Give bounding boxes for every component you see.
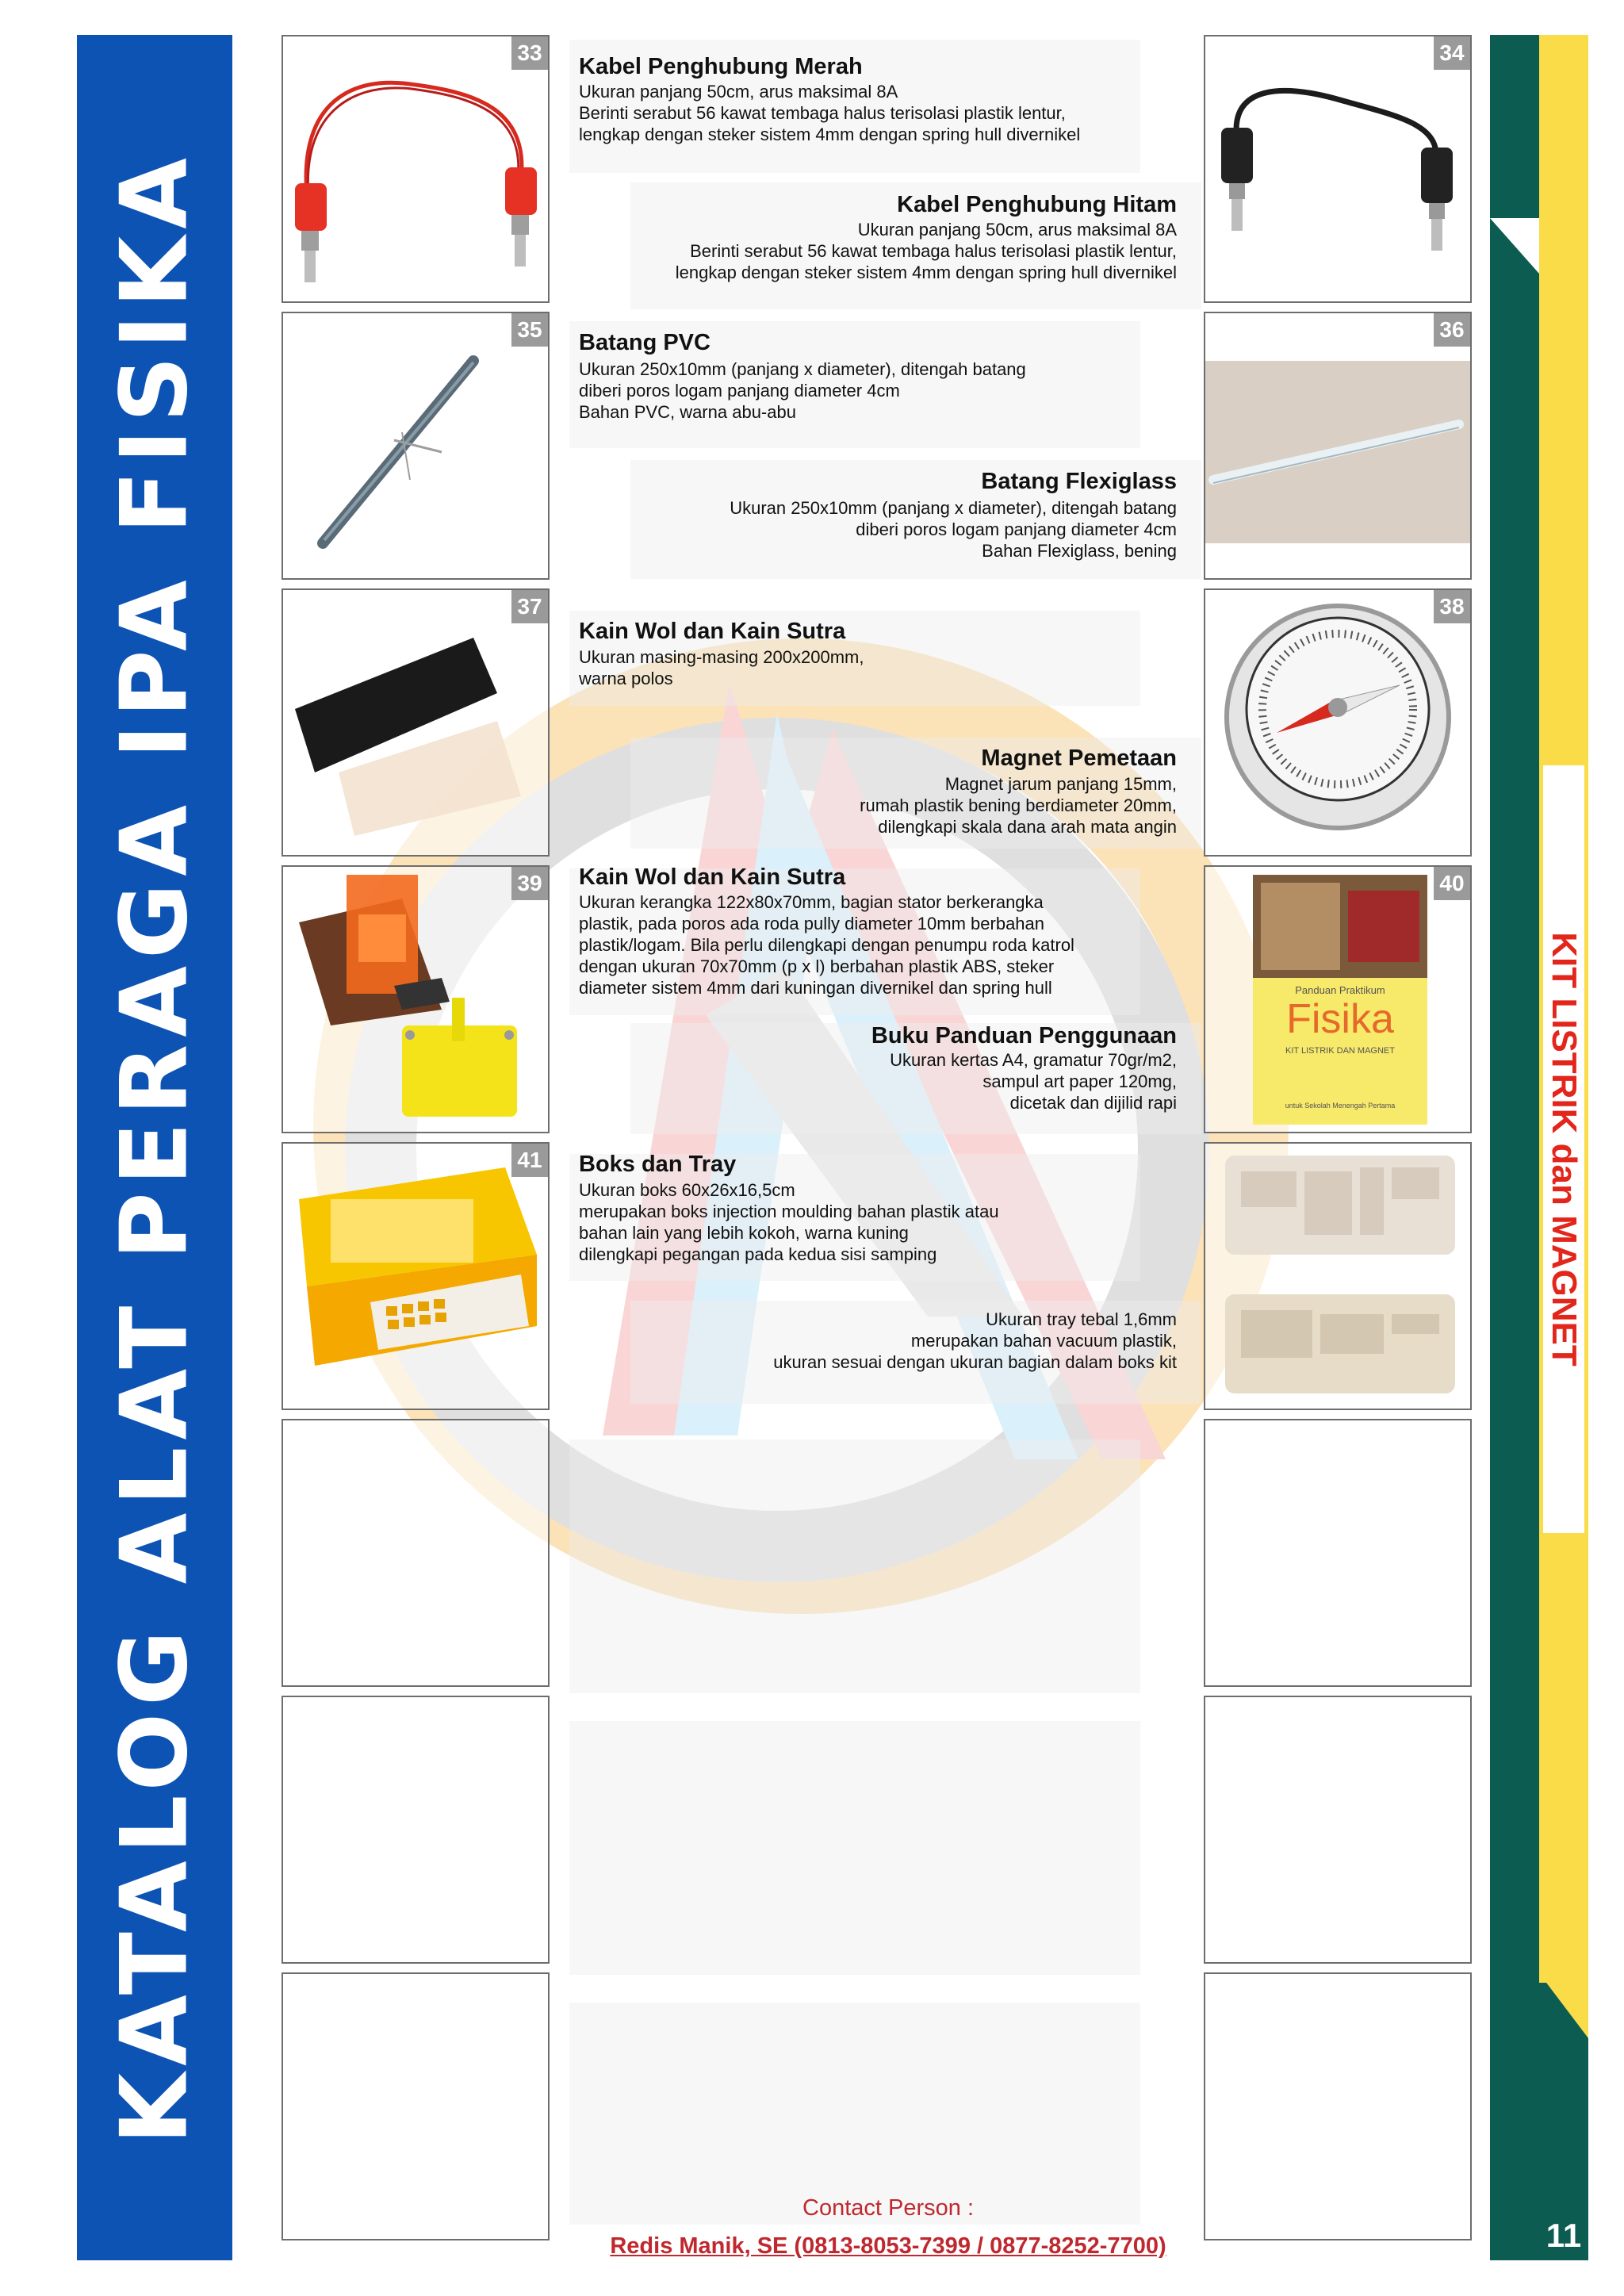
empty-image-box (282, 1419, 550, 1687)
item-desc-41: Ukuran boks 60x26x16,5cm merupakan boks injection moulding bahan plastik atau bahan lain yang lebih kokoh, warna kuning dilengkapi pegangan pada kedua sisi samping (579, 1180, 999, 1264)
item-desc-38: Magnet jarum panjang 15mm, rumah plastik bening berdiameter 20mm, dilengkapi skala dana arah mata angin (860, 774, 1177, 837)
product-image-37 (282, 588, 550, 857)
page-number: 11 (1545, 2217, 1582, 2254)
book-footer: untuk Sekolah Menengah Pertama (1285, 1102, 1396, 1110)
item-title-36: Batang Flexiglass (981, 469, 1177, 494)
empty-image-box (1204, 1972, 1472, 2240)
contact-label: Contact Person : (802, 2195, 974, 2221)
item-number-badge: 36 (1434, 313, 1470, 347)
pvc-rod-icon (283, 313, 548, 578)
item-title-35: Batang PVC (579, 330, 710, 355)
product-image-36 (1204, 312, 1472, 580)
item-desc-36: Ukuran 250x10mm (panjang x diameter), ditengah batang diberi poros logam panjang diameter 4cm Bahan Flexiglass, bening (730, 498, 1177, 561)
item-number-badge: 40 (1434, 867, 1470, 900)
black-cable-icon (1205, 36, 1470, 301)
section-title: KIT LISTRIK dan MAGNET (1545, 932, 1584, 1366)
book-tagline: KIT LISTRIK DAN MAGNET (1285, 1046, 1395, 1056)
item-number-badge: 34 (1434, 36, 1470, 70)
item-desc-35: Ukuran 250x10mm (panjang x diameter), ditengah batang diberi poros logam panjang diameter 4cm Bahan PVC, warna abu-abu (579, 359, 1026, 422)
yellow-box-icon (283, 1144, 548, 1409)
item-title-37: Kain Wol dan Kain Sutra (579, 619, 846, 644)
item-title-33: Kabel Penghubung Merah (579, 54, 863, 79)
right-green-band (1490, 35, 1539, 2260)
motor-model-icon (283, 867, 548, 1132)
panel-empty-1 (569, 1439, 1140, 1693)
item-number-badge: 39 (511, 867, 548, 900)
item-title-39: Kain Wol dan Kain Sutra (579, 864, 846, 890)
item-desc-40: Ukuran kertas A4, gramatur 70gr/m2, sampul art paper 120mg, dicetak dan dijilid rapi (890, 1050, 1177, 1113)
empty-image-box (1204, 1419, 1472, 1687)
book-title: Fisika (1286, 996, 1394, 1042)
cloth-icon (283, 590, 548, 855)
product-image-35 (282, 312, 550, 580)
book-subtitle: Panduan Praktikum (1295, 984, 1385, 996)
item-desc-tray: Ukuran tray tebal 1,6mm merupakan bahan vacuum plastik, ukuran sesuai dengan ukuran bagian dalam boks kit (773, 1309, 1177, 1372)
item-title-40: Buku Panduan Penggunaan (871, 1023, 1177, 1048)
item-title-38: Magnet Pemetaan (981, 746, 1177, 771)
empty-image-box (282, 1972, 550, 2240)
item-number-badge: 41 (511, 1144, 548, 1177)
glass-rod-icon (1205, 313, 1470, 578)
tray-icon (1205, 1144, 1470, 1409)
product-image-41 (282, 1142, 550, 1410)
product-image-33 (282, 35, 550, 303)
item-desc-33: Ukuran panjang 50cm, arus maksimal 8A Berinti serabut 56 kawat tembaga halus terisolasi plastik lentur, lengkap dengan steker sistem 4mm dengan spring hull divernikel (579, 82, 1081, 144)
item-number-badge: 35 (511, 313, 548, 347)
product-image-39 (282, 865, 550, 1133)
item-number-badge: 38 (1434, 590, 1470, 623)
empty-image-box (1204, 1696, 1472, 1964)
panel-empty-3 (569, 2003, 1140, 2225)
product-image-34 (1204, 35, 1472, 303)
red-cable-icon (283, 36, 548, 301)
panel-empty-2 (569, 1721, 1140, 1975)
item-title-34: Kabel Penghubung Hitam (897, 192, 1177, 217)
item-desc-34: Ukuran panjang 50cm, arus maksimal 8A Berinti serabut 56 kawat tembaga halus terisolasi plastik lentur, lengkap dengan steker sistem 4mm dengan spring hull divernikel (675, 220, 1177, 282)
item-number-badge: 37 (511, 590, 548, 623)
item-number-badge: 33 (511, 36, 548, 70)
compass-icon (1205, 590, 1470, 855)
item-title-41: Boks dan Tray (579, 1152, 737, 1177)
item-desc-37: Ukuran masing-masing 200x200mm, warna polos (579, 647, 864, 688)
product-image-tray (1204, 1142, 1472, 1410)
product-image-38 (1204, 588, 1472, 857)
contact-person[interactable]: Redis Manik, SE (0813-8053-7399 / 0877-8252-7700) (610, 2233, 1166, 2259)
empty-image-box (282, 1696, 550, 1964)
item-desc-39: Ukuran kerangka 122x80x70mm, bagian stator berkerangka plastik, pada poros ada roda pully diameter 10mm berbahan plastik/logam. Bila perlu dilengkapi dengan penumpu roda katrol dengan ukuran 70x70mm (p x l) berbahan plastik ABS, steker diameter sistem 4mm dari kuningan divernikel dan spring hull (579, 892, 1074, 998)
catalog-title: KATALOG ALAT PERAGA IPA FISIKA (101, 151, 209, 2145)
product-image-40 (1204, 865, 1472, 1133)
